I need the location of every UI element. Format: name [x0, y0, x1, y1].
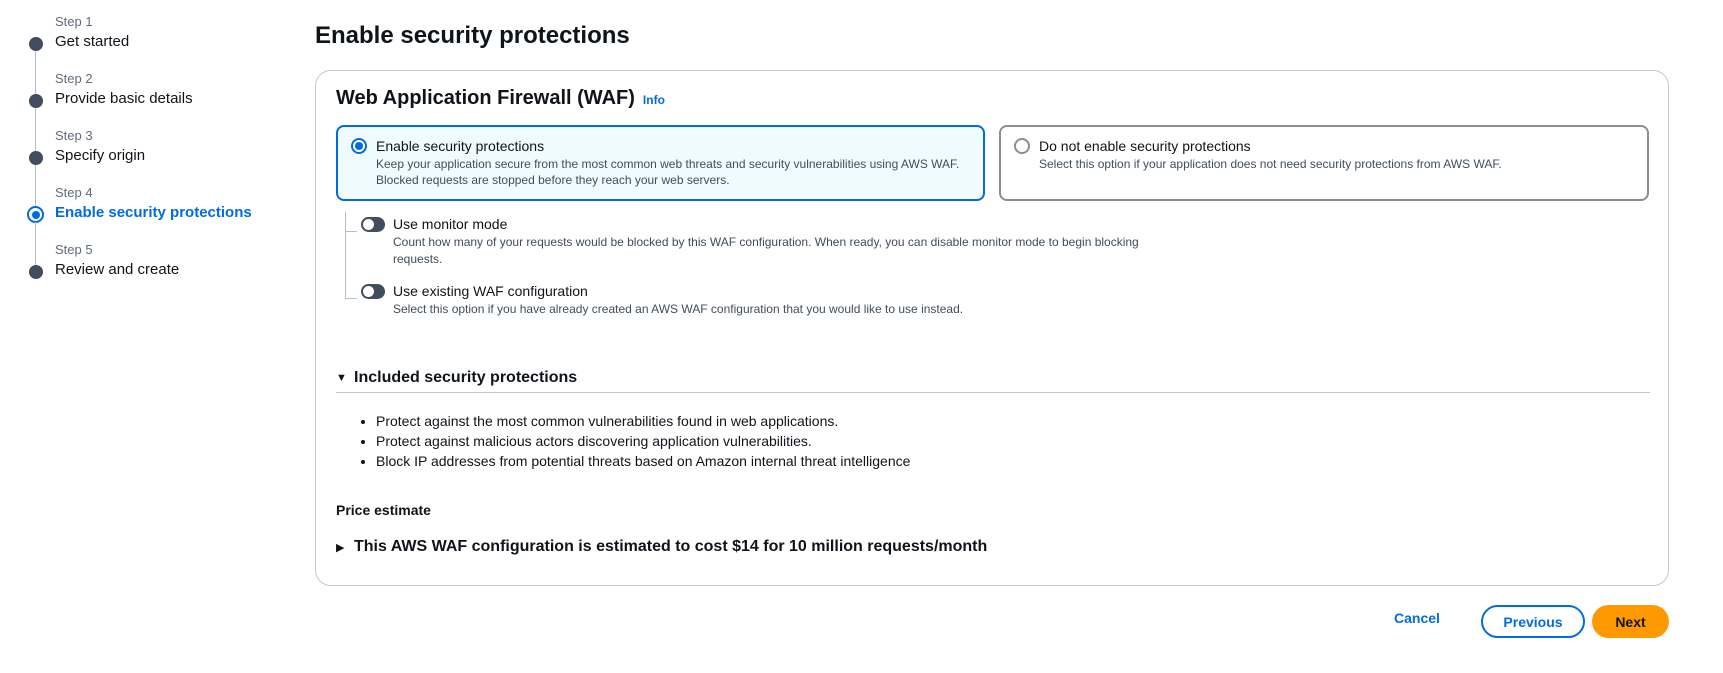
price-estimate-label: Price estimate [336, 502, 431, 518]
expander-title: Included security protections [354, 368, 578, 386]
info-link[interactable]: Info [642, 93, 665, 107]
list-item: • Protect against the most common vulnerabilities found in web applications. [376, 411, 910, 431]
monitor-mode-toggle[interactable] [361, 217, 385, 232]
step-label: Get started [55, 33, 130, 50]
radio-unchecked-icon[interactable] [1014, 138, 1030, 154]
step-get-started[interactable] [28, 14, 278, 71]
previous-button[interactable]: Previous [1481, 605, 1585, 638]
option-do-not-enable-security-protections[interactable] [999, 125, 1649, 201]
price-estimate-summary: This AWS WAF configuration is estimated to cost $14 for 10 million requests/month [354, 538, 988, 555]
step-indicator-icon [29, 37, 43, 51]
step-number: Step 5 [55, 242, 93, 257]
step-indicator-icon [29, 265, 43, 279]
option-description: Select this option if your application does not need security protections from AWS WAF. [1039, 157, 1502, 171]
caret-down-icon: ▼ [336, 371, 347, 384]
page-title: Enable security protections [315, 22, 630, 49]
included-protections-expander[interactable] [336, 363, 1650, 393]
caret-right-icon: ▶ [336, 541, 345, 554]
option-label: Enable security protections [376, 138, 545, 154]
included-protections-list [356, 411, 910, 471]
step-indicator-icon [29, 94, 43, 108]
step-number: Step 2 [55, 71, 93, 86]
radio-checked-icon[interactable] [351, 138, 367, 154]
price-estimate-expander[interactable] [336, 538, 987, 556]
option-enable-security-protections[interactable] [336, 125, 985, 201]
toggle-monitor-mode-row [361, 214, 1141, 268]
cancel-button[interactable]: Cancel [1394, 610, 1440, 626]
active-step-indicator-icon [27, 206, 44, 223]
toggle-label: Use monitor mode [393, 216, 508, 232]
step-label: Review and create [55, 261, 180, 278]
step-label: Provide basic details [55, 90, 193, 107]
toggle-description: Count how many of your requests would be blocked by this WAF configuration. When ready, you can disable monitor mode to begin blocking requests. [393, 235, 1139, 266]
waf-container [315, 70, 1669, 586]
existing-waf-config-toggle[interactable] [361, 284, 385, 299]
step-review-and-create [28, 242, 278, 299]
step-provide-basic-details[interactable] [28, 71, 278, 128]
step-number: Step 1 [55, 14, 93, 29]
step-indicator-icon [29, 151, 43, 165]
step-label: Specify origin [55, 147, 146, 164]
toggle-existing-waf-row [361, 281, 1261, 318]
waf-header [336, 87, 665, 110]
tree-connector [345, 231, 357, 232]
step-number: Step 4 [55, 185, 93, 200]
list-item: • Block IP addresses from potential threats based on Amazon internal threat intelligence [376, 451, 910, 471]
next-button[interactable]: Next [1592, 605, 1669, 638]
tree-connector [345, 298, 357, 299]
step-enable-security-protections [28, 185, 278, 242]
list-item: • Protect against malicious actors discovering application vulnerabilities. [376, 431, 910, 451]
option-label: Do not enable security protections [1039, 138, 1251, 154]
option-description: Keep your application secure from the most common web threats and security vulnerabilities using AWS WAF. Blocked requests are stopped before they reach your web servers. [376, 157, 960, 187]
toggle-description: Select this option if you have already created an AWS WAF configuration that you would like to use instead. [393, 302, 964, 316]
waf-title: Web Application Firewall (WAF) [336, 87, 635, 109]
wizard-steps [28, 14, 278, 299]
tree-connector [345, 212, 346, 299]
step-label: Enable security protections [55, 204, 252, 221]
step-number: Step 3 [55, 128, 93, 143]
step-specify-origin[interactable] [28, 128, 278, 185]
toggle-label: Use existing WAF configuration [393, 283, 588, 299]
